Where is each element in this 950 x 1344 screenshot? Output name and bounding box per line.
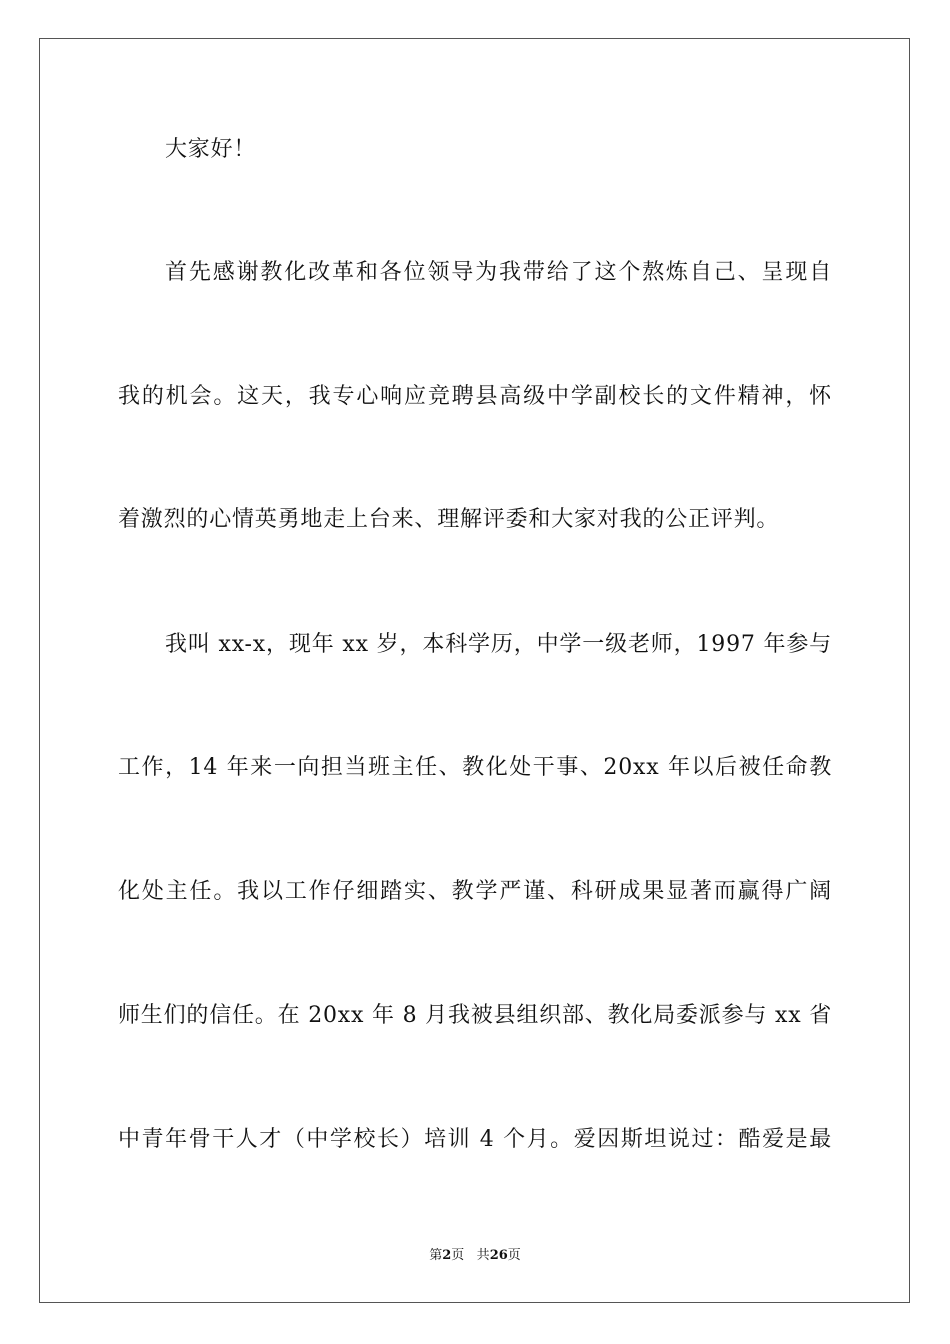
body-text-line: 中青年骨干人才（中学校长）培训 4 个月。爱因斯坦说过：酷爱是最 (118, 1127, 832, 1152)
body-text-line: 着激烈的心情英勇地走上台来、理解评委和大家对我的公正评判。 (118, 507, 780, 532)
body-text-line: 我的机会。这天，我专心响应竞聘县高级中学副校长的文件精神，怀 (118, 384, 832, 409)
page-footer (0, 1247, 950, 1265)
greeting-line: 大家好！ (165, 137, 257, 162)
body-text-line: 工作，14 年来一向担当班主任、教化处干事、20xx 年以后被任命教 (118, 755, 832, 780)
footer-total-pages: 26 (489, 1248, 508, 1263)
footer-page-suffix: 页 (451, 1248, 465, 1263)
body-text-line: 师生们的信任。在 20xx 年 8 月我被县组织部、教化局委派参与 xx 省 (118, 1003, 832, 1028)
page-border (39, 38, 910, 1303)
footer-total-suffix: 页 (507, 1248, 521, 1263)
body-text-line: 我叫 xx-x，现年 xx 岁，本科学历，中学一级老师，1997 年参与 (165, 632, 832, 657)
body-text-line: 化处主任。我以工作仔细踏实、教学严谨、科研成果显著而赢得广阔 (118, 879, 832, 904)
footer-page-prefix: 第 (429, 1248, 443, 1263)
footer-total-prefix: 共 (476, 1248, 490, 1263)
body-text-line: 首先感谢教化改革和各位领导为我带给了这个熬炼自己、呈现自 (165, 260, 832, 285)
footer-page-number: 2 (442, 1248, 452, 1263)
